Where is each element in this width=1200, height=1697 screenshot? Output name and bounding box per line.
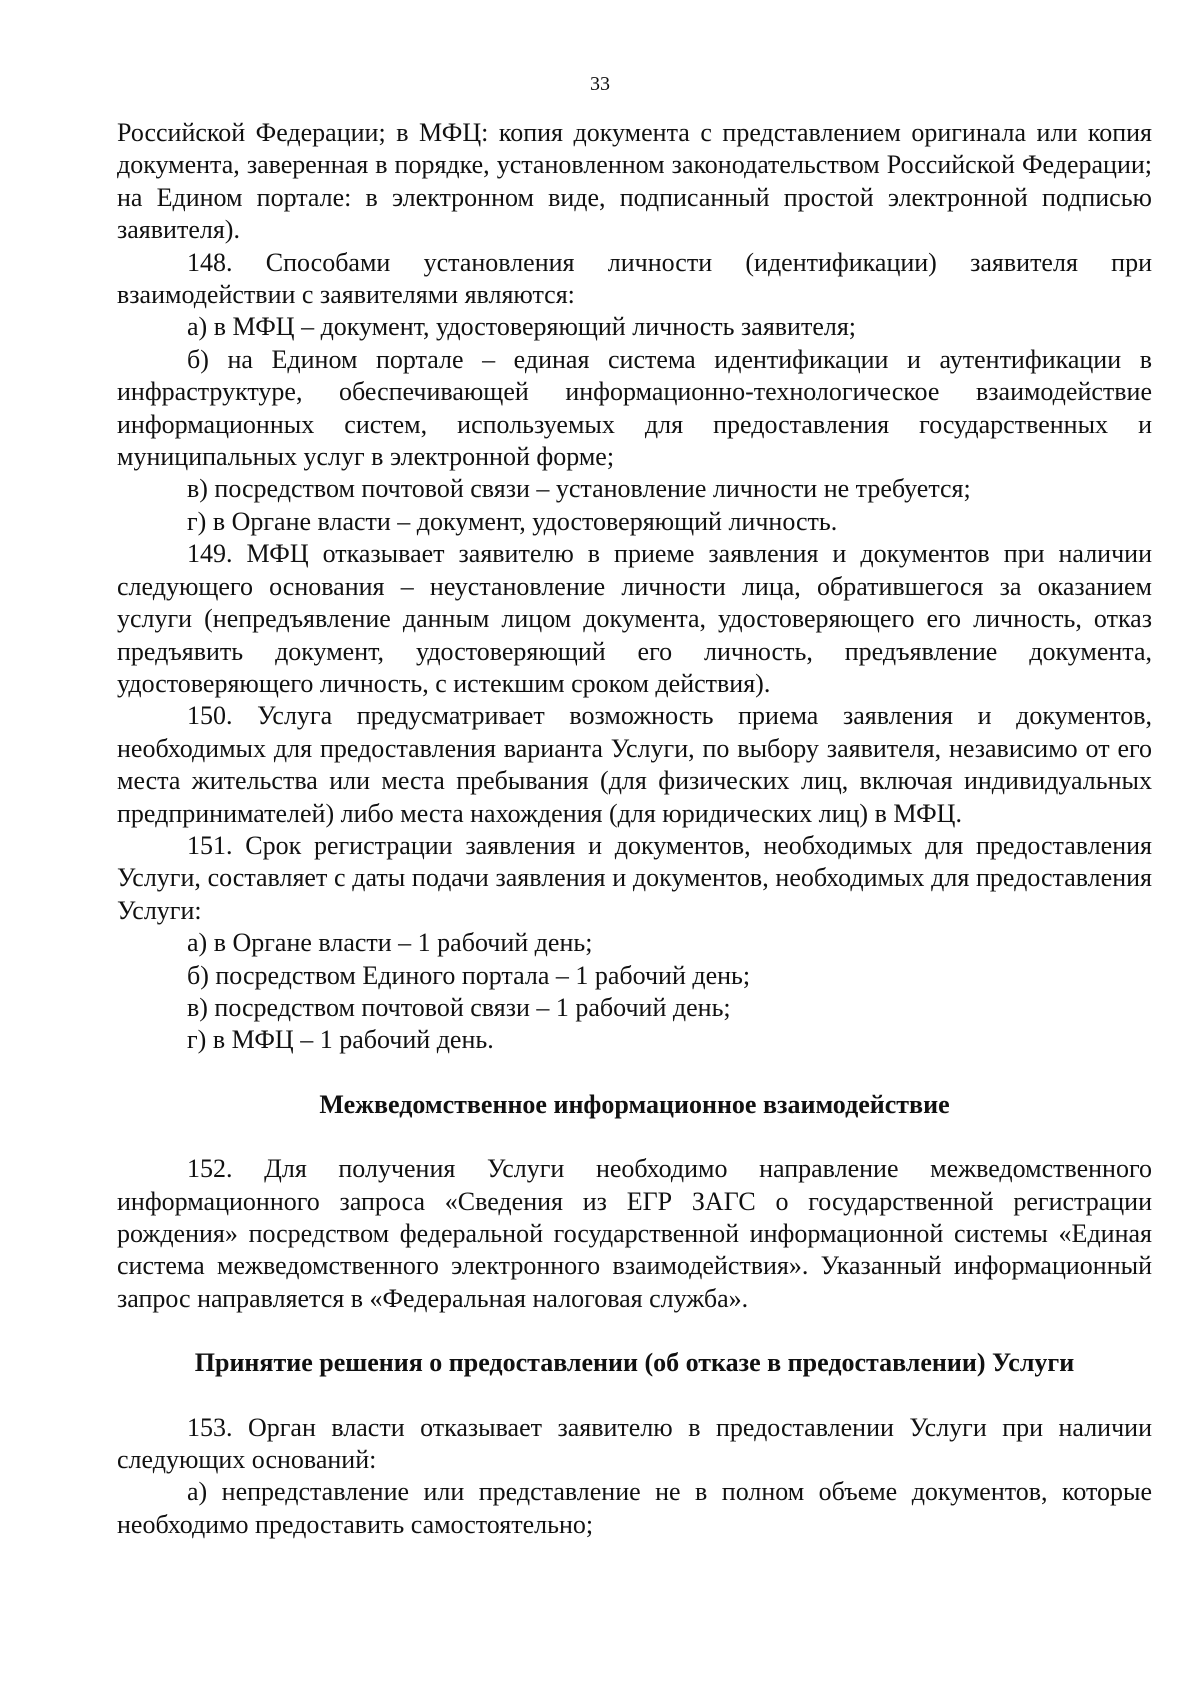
list-item-151-b: б) посредством Единого портала – 1 рабочий день; bbox=[187, 960, 751, 990]
paragraph-149: 149. МФЦ отказывает заявителю в приеме заявления и документов при наличии следующего основания – неустановление личности лица, обратившегося за оказанием услуги (непредъявление данным лицом документа, удостоверяющего его личность, отказ предъявить документ, удостоверяющий его личность, предъявление документа, удостоверяющего личность, с истекшим сроком действия). bbox=[117, 539, 1152, 698]
paragraph-148: 148. Способами установления личности (идентификации) заявителя при взаимодействии с заявителями являются: bbox=[117, 247, 1152, 310]
paragraph-151: 151. Срок регистрации заявления и документов, необходимых для предоставления Услуги, составляет с даты подачи заявления и документов, необходимых для предоставления Услуги: bbox=[117, 830, 1152, 925]
list-item-148-b: б) на Едином портале – единая система идентификации и аутентификации в инфраструктуре, обеспечивающей информационно-технологическое взаимодействие информационных систем, используемых для предоставления государственных и муниципальных услуг в электронной форме; bbox=[117, 344, 1152, 472]
section-heading-interagency: Межведомственное информационное взаимодействие bbox=[319, 1089, 950, 1119]
page-number: 33 bbox=[590, 73, 610, 95]
paragraph-150: 150. Услуга предусматривает возможность приема заявления и документов, необходимых для предоставления варианта Услуги, по выбору заявителя, независимо от его места жительства или места пребывания (для физических лиц, включая индивидуальных предпринимателей) либо места нахождения (для юридических лиц) в МФЦ. bbox=[117, 701, 1152, 828]
section-heading-decision: Принятие решения о предоставлении (об отказе в предоставлении) Услуги bbox=[194, 1348, 1075, 1378]
paragraph-continuation: Российской Федерации; в МФЦ: копия документа с представлением оригинала или копия документа, заверенная в порядке, установленном законодательством Российской Федерации; на Едином портале: в электронном виде, подписанный простой электронной подписью заявителя). bbox=[117, 118, 1152, 245]
list-item-151-a: а) в Органе власти – 1 рабочий день; bbox=[187, 928, 593, 958]
paragraph-152: 152. Для получения Услуги необходимо направление межведомственного информационного запроса «Сведения из ЕГР ЗАГС о государственной регистрации рождения» посредством федеральной государственной информационной системы «Единая система межведомственного электронного взаимодействия». Указанный информационный запрос направляется в «Федеральная налоговая служба». bbox=[117, 1154, 1152, 1313]
paragraph-153: 153. Орган власти отказывает заявителю в предоставлении Услуги при наличии следующих оснований: bbox=[117, 1412, 1152, 1475]
list-item-153-a: а) непредставление или представление не в полном объеме документов, которые необходимо предоставить самостоятельно; bbox=[117, 1477, 1152, 1539]
list-item-148-a: а) в МФЦ – документ, удостоверяющий личность заявителя; bbox=[187, 312, 857, 342]
list-item-148-g: г) в Органе власти – документ, удостоверяющий личность. bbox=[187, 506, 838, 536]
list-item-151-g: г) в МФЦ – 1 рабочий день. bbox=[187, 1025, 494, 1055]
list-item-151-v: в) посредством почтовой связи – 1 рабочий день; bbox=[187, 992, 731, 1022]
document-body bbox=[117, 117, 1152, 1541]
list-item-148-v: в) посредством почтовой связи – установление личности не требуется; bbox=[187, 474, 971, 504]
